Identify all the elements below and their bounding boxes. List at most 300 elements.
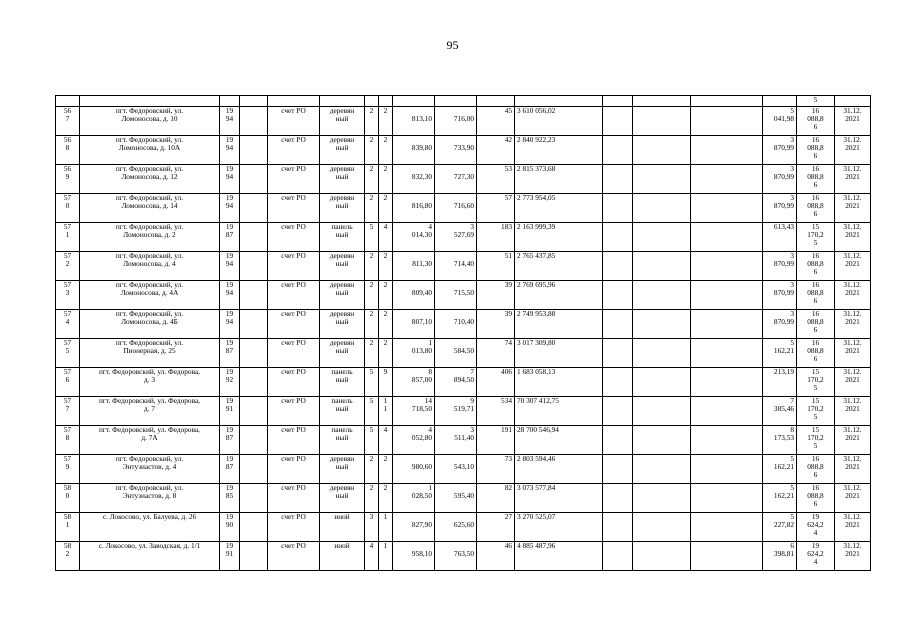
repair-cost-cell: 1 683 058,13 (515, 368, 603, 397)
wall-material-cell: деревян ный (320, 252, 365, 281)
total-area-cell: 809,40 (393, 281, 435, 310)
blank-cell (633, 194, 691, 223)
row-number: 56 7 (56, 107, 80, 136)
residents-cell: 46 (477, 542, 515, 571)
unit-cost-cell: 5 162,21 (763, 339, 797, 368)
year-cell: 19 94 (220, 107, 240, 136)
completion-date-cell: 31.12. 2021 (835, 107, 871, 136)
floors-cell: 5 (365, 368, 379, 397)
blank-cell (240, 223, 268, 252)
blank-cell (691, 252, 763, 281)
residential-area-cell: 715,50 (435, 281, 477, 310)
entrances-cell: 1 1 (379, 397, 393, 426)
blank-cell (633, 397, 691, 426)
residential-area-cell: 595,40 (435, 484, 477, 513)
residents-cell: 39 (477, 281, 515, 310)
year-cell: 19 94 (220, 194, 240, 223)
blank-cell (603, 397, 633, 426)
blank-cell (240, 484, 268, 513)
total-area-cell: 14 718,50 (393, 397, 435, 426)
blank-cell (603, 310, 633, 339)
housing-registry-table (55, 95, 871, 571)
fund-cell: счет РО (268, 426, 320, 455)
blank-cell (691, 339, 763, 368)
floors-cell: 2 (365, 484, 379, 513)
max-unit-cost-cell: 16 088,8 6 (797, 252, 835, 281)
fund-cell: счет РО (268, 310, 320, 339)
completion-date-cell: 31.12. 2021 (835, 368, 871, 397)
entrances-cell: 2 (379, 484, 393, 513)
unit-cost-cell: 5 162,21 (763, 455, 797, 484)
address-cell: пгт. Федоровский, ул. Пионерная, д. 25 (80, 339, 220, 368)
unit-cost-cell: 3 870,99 (763, 281, 797, 310)
residential-area-cell: 7 894,50 (435, 368, 477, 397)
blank-cell (603, 136, 633, 165)
blank-cell (603, 513, 633, 542)
blank-cell (691, 223, 763, 252)
blank-cell (691, 107, 763, 136)
address-cell: пгт. Федоровский, ул. Федорова, д. 3 (80, 368, 220, 397)
address-cell: пгт. Федоровский, ул. Энтузиастов, д. 4 (80, 455, 220, 484)
blank-cell (633, 223, 691, 252)
page-number: 95 (446, 38, 459, 52)
table-row (56, 310, 871, 339)
completion-date-cell: 31.12. 2021 (835, 484, 871, 513)
max-unit-cost-cell: 16 088,8 6 (797, 484, 835, 513)
wall-material-cell: деревян ный (320, 194, 365, 223)
completion-date-cell: 31.12. 2021 (835, 426, 871, 455)
blank-cell (240, 513, 268, 542)
fund-cell: счет РО (268, 136, 320, 165)
blank-cell (240, 426, 268, 455)
completion-date-cell: 31.12. 2021 (835, 194, 871, 223)
blank-cell (240, 136, 268, 165)
row-number: 58 0 (56, 484, 80, 513)
total-area-cell: 832,30 (393, 165, 435, 194)
blank-cell (240, 397, 268, 426)
table-row (56, 339, 871, 368)
blank-cell (603, 194, 633, 223)
blank-cell (240, 310, 268, 339)
floors-cell: 2 (365, 107, 379, 136)
completion-date-cell: 31.12. 2021 (835, 281, 871, 310)
blank-cell (691, 397, 763, 426)
total-area-cell: 980,60 (393, 455, 435, 484)
table-row (56, 368, 871, 397)
unit-cost-cell: 5 162,21 (763, 484, 797, 513)
completion-date-cell: 31.12. 2021 (835, 455, 871, 484)
max-unit-cost-cell: 16 088,8 6 (797, 339, 835, 368)
fund-cell: счет РО (268, 455, 320, 484)
residents-cell: 39 (477, 310, 515, 339)
fund-cell: счет РО (268, 165, 320, 194)
blank-cell (603, 368, 633, 397)
max-unit-cost-cell: 16 088,8 6 (797, 281, 835, 310)
table-row (56, 252, 871, 281)
address-cell: пгт. Федоровский, ул. Ломоносова, д. 4Б (80, 310, 220, 339)
address-cell: пгт. Федоровский, ул. Ломоносова, д. 12 (80, 165, 220, 194)
fund-cell: счет РО (268, 252, 320, 281)
table-row (56, 542, 871, 571)
blank-cell (633, 368, 691, 397)
blank-cell (603, 165, 633, 194)
residents-cell: 406 (477, 368, 515, 397)
blank-cell (240, 252, 268, 281)
blank-cell (633, 136, 691, 165)
total-area-cell: 839,80 (393, 136, 435, 165)
fund-cell: счет РО (268, 223, 320, 252)
completion-date-cell: 31.12. 2021 (835, 397, 871, 426)
floors-cell: 2 (365, 339, 379, 368)
row-number: 57 5 (56, 339, 80, 368)
total-area-cell: 827,90 (393, 513, 435, 542)
year-cell: 19 94 (220, 310, 240, 339)
row-number: 57 1 (56, 223, 80, 252)
wall-material-cell: деревян ный (320, 484, 365, 513)
table-row (56, 484, 871, 513)
blank-cell (691, 165, 763, 194)
residents-cell: 27 (477, 513, 515, 542)
floors-cell: 5 (365, 426, 379, 455)
wall-material-cell: панель ный (320, 397, 365, 426)
floors-cell: 4 (365, 542, 379, 571)
year-cell: 19 94 (220, 165, 240, 194)
fund-cell: счет РО (268, 281, 320, 310)
wall-material-cell: деревян ный (320, 136, 365, 165)
blank-cell (603, 339, 633, 368)
year-cell: 19 94 (220, 252, 240, 281)
blank-cell (603, 252, 633, 281)
residents-cell: 534 (477, 397, 515, 426)
fund-cell: счет РО (268, 368, 320, 397)
row-number: 58 2 (56, 542, 80, 571)
year-cell: 19 85 (220, 484, 240, 513)
entrances-cell: 1 (379, 542, 393, 571)
table-row (56, 136, 871, 165)
wall-material-cell: иной (320, 542, 365, 571)
blank-cell (691, 426, 763, 455)
repair-cost-cell: 3 270 525,07 (515, 513, 603, 542)
floors-cell: 2 (365, 281, 379, 310)
entrances-cell: 4 (379, 426, 393, 455)
blank-cell (633, 107, 691, 136)
unit-cost-cell: 613,43 (763, 223, 797, 252)
blank-cell (633, 426, 691, 455)
repair-cost-cell: 4 885 487,96 (515, 542, 603, 571)
residents-cell: 74 (477, 339, 515, 368)
floors-cell: 5 (365, 223, 379, 252)
entrances-cell: 2 (379, 310, 393, 339)
total-area-cell: 816,80 (393, 194, 435, 223)
entrances-cell: 2 (379, 281, 393, 310)
residential-area-cell: 543,10 (435, 455, 477, 484)
year-cell: 19 92 (220, 368, 240, 397)
total-area-cell: 4 014,30 (393, 223, 435, 252)
completion-date-cell: 31.12. 2021 (835, 252, 871, 281)
max-unit-cost-cell: 15 170,2 5 (797, 426, 835, 455)
residents-cell: 57 (477, 194, 515, 223)
max-unit-cost-cell: 15 170,2 5 (797, 368, 835, 397)
row-number: 56 9 (56, 165, 80, 194)
blank-cell (240, 107, 268, 136)
fund-cell: счет РО (268, 194, 320, 223)
blank-cell (633, 281, 691, 310)
max-unit-cost-cell: 16 088,8 6 (797, 194, 835, 223)
blank-cell (691, 368, 763, 397)
floors-cell: 3 (365, 513, 379, 542)
blank-cell (240, 339, 268, 368)
unit-cost-cell: 3 870,99 (763, 252, 797, 281)
completion-date-cell: 31.12. 2021 (835, 339, 871, 368)
fund-cell: счет РО (268, 107, 320, 136)
floors-cell: 2 (365, 165, 379, 194)
total-area-cell: 4 052,80 (393, 426, 435, 455)
total-area-cell: 1 028,50 (393, 484, 435, 513)
blank-cell (633, 310, 691, 339)
year-cell: 19 87 (220, 223, 240, 252)
residential-area-cell: 727,30 (435, 165, 477, 194)
year-cell: 19 90 (220, 513, 240, 542)
fund-cell: счет РО (268, 397, 320, 426)
floors-cell: 2 (365, 194, 379, 223)
repair-cost-cell: 2 840 922,23 (515, 136, 603, 165)
continuation-value: 5 (797, 96, 835, 107)
blank-cell (240, 542, 268, 571)
entrances-cell: 1 (379, 513, 393, 542)
completion-date-cell: 31.12. 2021 (835, 223, 871, 252)
blank-cell (603, 455, 633, 484)
row-number: 56 8 (56, 136, 80, 165)
table-row (56, 223, 871, 252)
blank-cell (633, 484, 691, 513)
row-number: 57 6 (56, 368, 80, 397)
table-row (56, 165, 871, 194)
entrances-cell: 2 (379, 136, 393, 165)
repair-cost-cell: 3 017 309,80 (515, 339, 603, 368)
residents-cell: 183 (477, 223, 515, 252)
repair-cost-cell: 2 749 953,88 (515, 310, 603, 339)
residents-cell: 73 (477, 455, 515, 484)
blank-cell (603, 281, 633, 310)
table-row (56, 281, 871, 310)
blank-cell (691, 281, 763, 310)
completion-date-cell: 31.12. 2021 (835, 310, 871, 339)
repair-cost-cell: 2 765 437,85 (515, 252, 603, 281)
blank-cell (240, 165, 268, 194)
blank-cell (603, 107, 633, 136)
continuation-row (56, 96, 871, 107)
address-cell: пгт. Федоровский, ул. Ломоносова, д. 10 (80, 107, 220, 136)
entrances-cell: 2 (379, 194, 393, 223)
repair-cost-cell: 3 610 056,02 (515, 107, 603, 136)
wall-material-cell: деревян ный (320, 107, 365, 136)
completion-date-cell: 31.12. 2021 (835, 136, 871, 165)
fund-cell: счет РО (268, 513, 320, 542)
address-cell: пгт. Федоровский, ул. Ломоносова, д. 2 (80, 223, 220, 252)
row-number: 58 1 (56, 513, 80, 542)
year-cell: 19 87 (220, 426, 240, 455)
row-number: 57 9 (56, 455, 80, 484)
blank-cell (240, 281, 268, 310)
total-area-cell: 807,10 (393, 310, 435, 339)
fund-cell: счет РО (268, 542, 320, 571)
residents-cell: 45 (477, 107, 515, 136)
address-cell: пгт. Федоровский, ул. Ломоносова, д. 14 (80, 194, 220, 223)
unit-cost-cell: 213,19 (763, 368, 797, 397)
residential-area-cell: 763,50 (435, 542, 477, 571)
blank-cell (240, 194, 268, 223)
residents-cell: 191 (477, 426, 515, 455)
repair-cost-cell: 2 773 954,05 (515, 194, 603, 223)
wall-material-cell: деревян ный (320, 339, 365, 368)
table-row (56, 455, 871, 484)
row-number: 57 7 (56, 397, 80, 426)
year-cell: 19 94 (220, 281, 240, 310)
blank-cell (633, 339, 691, 368)
residential-area-cell: 9 519,71 (435, 397, 477, 426)
wall-material-cell: деревян ный (320, 281, 365, 310)
address-cell: пгт. Федоровский, ул. Федорова, д. 7 (80, 397, 220, 426)
floors-cell: 2 (365, 455, 379, 484)
address-cell: с. Локосово, ул. Заводская, д. 1/1 (80, 542, 220, 571)
blank-cell (603, 484, 633, 513)
wall-material-cell: деревян ный (320, 310, 365, 339)
blank-cell (633, 165, 691, 194)
residents-cell: 53 (477, 165, 515, 194)
repair-cost-cell: 70 307 412,75 (515, 397, 603, 426)
blank-cell (633, 542, 691, 571)
wall-material-cell: панель ный (320, 223, 365, 252)
year-cell: 19 87 (220, 339, 240, 368)
residential-area-cell: 710,40 (435, 310, 477, 339)
max-unit-cost-cell: 16 088,8 6 (797, 165, 835, 194)
row-number: 57 2 (56, 252, 80, 281)
repair-cost-cell: 2 163 999,39 (515, 223, 603, 252)
unit-cost-cell: 6 398,81 (763, 542, 797, 571)
entrances-cell: 2 (379, 252, 393, 281)
wall-material-cell: иной (320, 513, 365, 542)
entrances-cell: 4 (379, 223, 393, 252)
row-number: 57 4 (56, 310, 80, 339)
entrances-cell: 2 (379, 165, 393, 194)
repair-cost-cell: 2 803 594,46 (515, 455, 603, 484)
blank-cell (603, 542, 633, 571)
unit-cost-cell: 3 870,99 (763, 165, 797, 194)
blank-cell (691, 542, 763, 571)
entrances-cell: 2 (379, 455, 393, 484)
blank-cell (691, 136, 763, 165)
floors-cell: 5 (365, 397, 379, 426)
repair-cost-cell: 3 073 577,84 (515, 484, 603, 513)
max-unit-cost-cell: 19 624,2 4 (797, 542, 835, 571)
residential-area-cell: 3 511,40 (435, 426, 477, 455)
address-cell: с. Локосово, ул. Балуева, д. 26 (80, 513, 220, 542)
entrances-cell: 2 (379, 107, 393, 136)
repair-cost-cell: 2 815 373,68 (515, 165, 603, 194)
blank-cell (603, 426, 633, 455)
row-number: 57 0 (56, 194, 80, 223)
fund-cell: счет РО (268, 484, 320, 513)
floors-cell: 2 (365, 136, 379, 165)
repair-cost-cell: 28 700 546,94 (515, 426, 603, 455)
blank-cell (633, 455, 691, 484)
residential-area-cell: 716,60 (435, 194, 477, 223)
completion-date-cell: 31.12. 2021 (835, 513, 871, 542)
max-unit-cost-cell: 16 088,8 6 (797, 310, 835, 339)
unit-cost-cell: 5 227,82 (763, 513, 797, 542)
total-area-cell: 1 013,80 (393, 339, 435, 368)
max-unit-cost-cell: 16 088,8 6 (797, 136, 835, 165)
blank-cell (691, 194, 763, 223)
table-row (56, 194, 871, 223)
unit-cost-cell: 3 870,99 (763, 310, 797, 339)
address-cell: пгт. Федоровский, ул. Ломоносова, д. 4А (80, 281, 220, 310)
blank-cell (240, 368, 268, 397)
max-unit-cost-cell: 16 088,8 6 (797, 455, 835, 484)
residential-area-cell: 3 527,69 (435, 223, 477, 252)
wall-material-cell: деревян ный (320, 165, 365, 194)
residents-cell: 51 (477, 252, 515, 281)
row-number: 57 3 (56, 281, 80, 310)
floors-cell: 2 (365, 310, 379, 339)
total-area-cell: 8 857,00 (393, 368, 435, 397)
address-cell: пгт. Федоровский, ул. Энтузиастов, д. 8 (80, 484, 220, 513)
unit-cost-cell: 8 173,53 (763, 426, 797, 455)
residents-cell: 82 (477, 484, 515, 513)
year-cell: 19 94 (220, 136, 240, 165)
table-row (56, 426, 871, 455)
year-cell: 19 87 (220, 455, 240, 484)
blank-cell (691, 513, 763, 542)
floors-cell: 2 (365, 252, 379, 281)
total-area-cell: 813,10 (393, 107, 435, 136)
unit-cost-cell: 7 385,46 (763, 397, 797, 426)
unit-cost-cell: 3 870,99 (763, 194, 797, 223)
fund-cell: счет РО (268, 339, 320, 368)
completion-date-cell: 31.12. 2021 (835, 542, 871, 571)
row-number: 57 8 (56, 426, 80, 455)
repair-cost-cell: 2 769 695,96 (515, 281, 603, 310)
residential-area-cell: 716,00 (435, 107, 477, 136)
unit-cost-cell: 5 041,98 (763, 107, 797, 136)
address-cell: пгт. Федоровский, ул. Федорова, д. 7А (80, 426, 220, 455)
total-area-cell: 811,30 (393, 252, 435, 281)
residential-area-cell: 733,90 (435, 136, 477, 165)
address-cell: пгт. Федоровский, ул. Ломоносова, д. 4 (80, 252, 220, 281)
total-area-cell: 958,10 (393, 542, 435, 571)
blank-cell (633, 513, 691, 542)
blank-cell (240, 455, 268, 484)
blank-cell (691, 455, 763, 484)
year-cell: 19 91 (220, 397, 240, 426)
residential-area-cell: 625,60 (435, 513, 477, 542)
max-unit-cost-cell: 15 170,2 5 (797, 397, 835, 426)
blank-cell (691, 484, 763, 513)
unit-cost-cell: 3 870,99 (763, 136, 797, 165)
entrances-cell: 2 (379, 339, 393, 368)
max-unit-cost-cell: 15 170,2 5 (797, 223, 835, 252)
blank-cell (633, 252, 691, 281)
wall-material-cell: панель ный (320, 368, 365, 397)
table-row (56, 107, 871, 136)
completion-date-cell: 31.12. 2021 (835, 165, 871, 194)
address-cell: пгт. Федоровский, ул. Ломоносова, д. 10А (80, 136, 220, 165)
year-cell: 19 91 (220, 542, 240, 571)
residential-area-cell: 584,50 (435, 339, 477, 368)
max-unit-cost-cell: 16 088,8 6 (797, 107, 835, 136)
residential-area-cell: 714,40 (435, 252, 477, 281)
wall-material-cell: панель ный (320, 426, 365, 455)
